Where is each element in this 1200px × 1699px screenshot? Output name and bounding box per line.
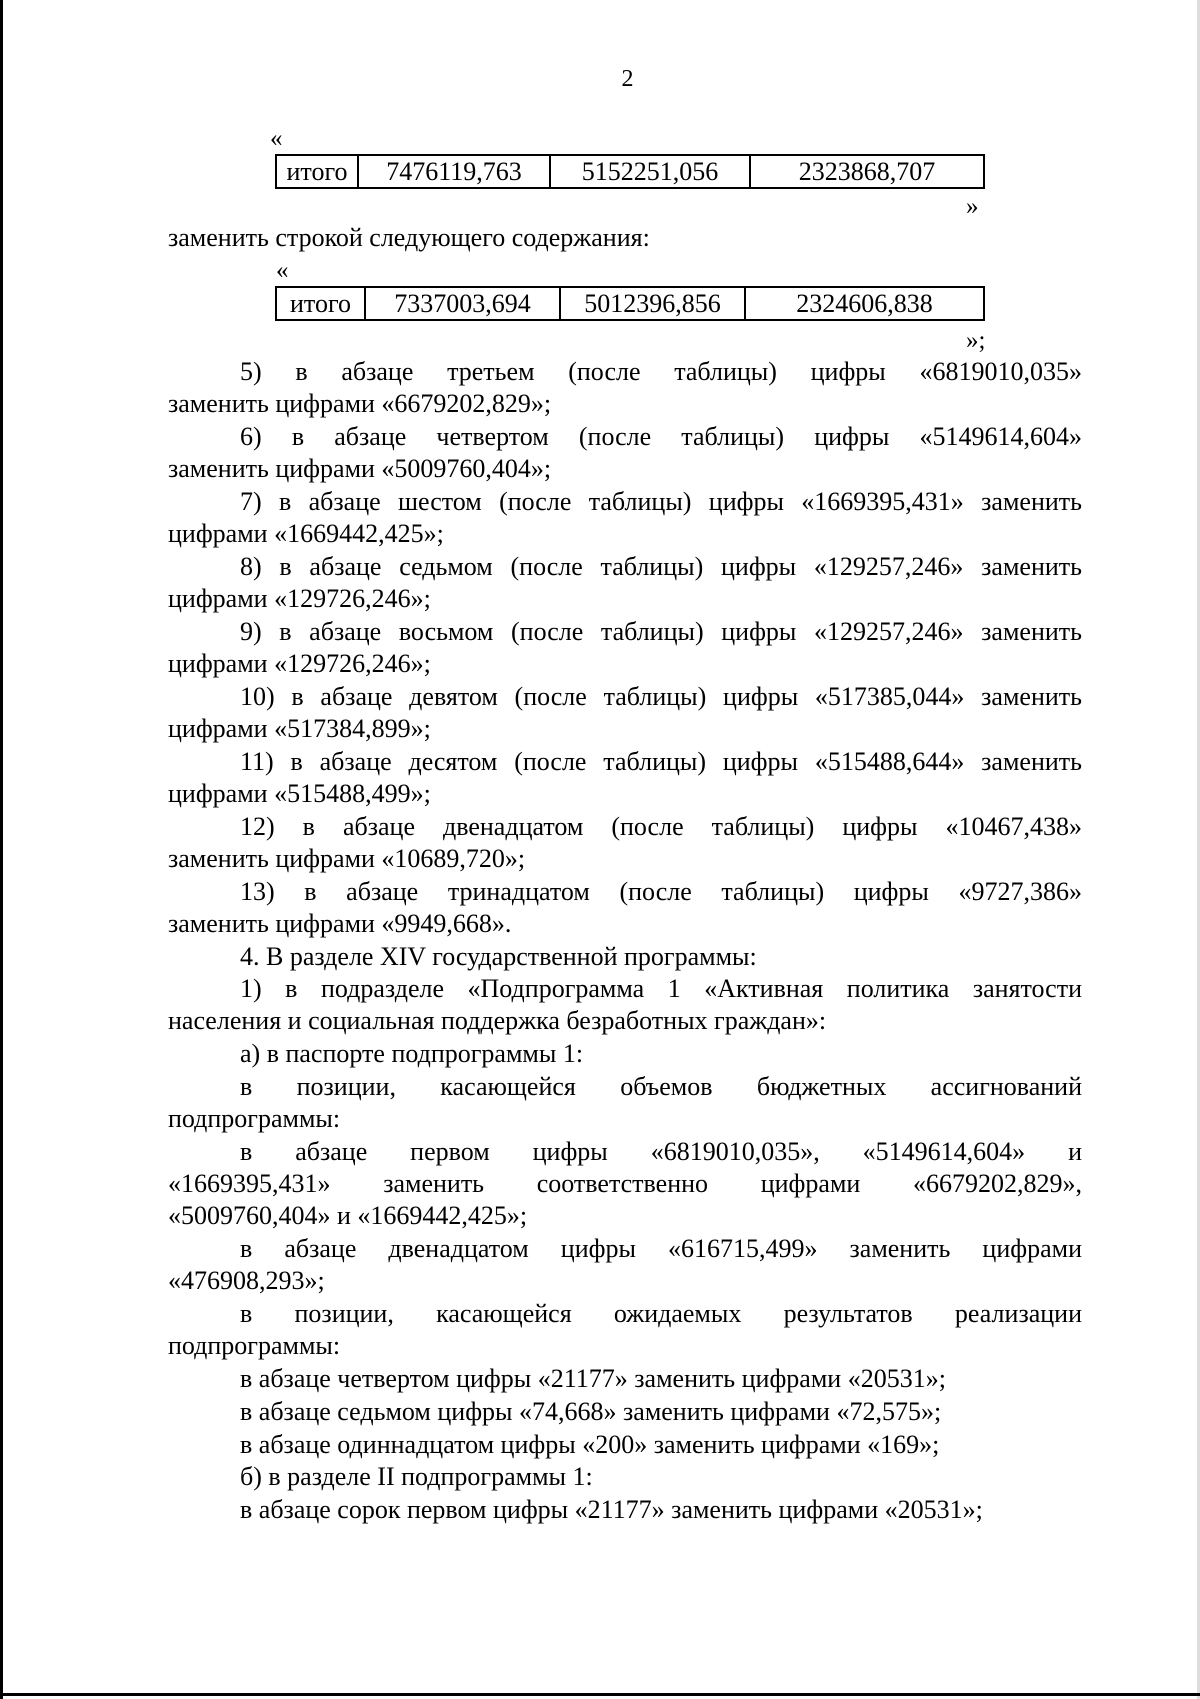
section-heading: 4. В разделе XIV государственной программы: [240,942,757,971]
paragraph [168,1396,1082,1428]
page-number: 2 [621,66,634,92]
paragraph [168,1136,1082,1168]
table-row [276,287,984,320]
paragraph-first-line: а) в паспорте подпрограммы 1: [240,1039,584,1068]
page-left-border [0,0,3,1699]
paragraph-continuation: заменить цифрами «5009760,404»; [168,454,552,483]
paragraph-first-line: в абзаце четвертом цифры «21177» заменить цифрами «20531»; [240,1364,946,1393]
paragraph [168,551,1082,615]
paragraph [168,1494,1082,1526]
table-cell: 5152251,056 [550,155,750,188]
table-new [275,286,985,321]
paragraph-first-line: б) в разделе II подпрограммы 1: [240,1462,593,1491]
table-old [275,154,985,189]
paragraph [168,1233,1082,1297]
table-row [276,155,984,188]
paragraph [168,616,1082,680]
paragraph-continuation: заменить цифрами «9949,668». [168,909,512,938]
paragraph [168,356,1082,420]
paragraph-first-line: 8) в абзаце седьмом (после таблицы) цифры «129257,246» заменить [240,552,1082,581]
paragraph-continuation: цифрами «129726,246»; [168,584,431,613]
paragraph [168,876,1082,940]
paragraph-first-line: 12) в абзаце двенадцатом (после таблицы) цифры «10467,438» [240,812,1082,841]
paragraph-first-line: в абзаце сорок первом цифры «21177» заменить цифрами «20531»; [240,1495,983,1524]
paragraph [168,681,1082,745]
paragraph-first-line: в абзаце одиннадцатом цифры «200» заменить цифрами «169»; [240,1430,940,1459]
table-cell: 7337003,694 [365,287,560,320]
table-cell: 7476119,763 [358,155,550,188]
paragraph-continuation: подпрограммы: [168,1331,341,1360]
paragraph-first-line: в позиции, касающейся ожидаемых результатов реализации [240,1299,1082,1328]
paragraph [168,421,1082,485]
paragraph-first-line: 13) в абзаце тринадцатом (после таблицы) цифры «9727,386» [240,877,1082,906]
paragraph-continuation: «476908,293»; [168,1266,325,1295]
paragraph-first-line: 11) в абзаце десятом (после таблицы) цифры «515488,644» заменить [240,747,1082,776]
paragraph [168,1071,1082,1135]
paragraph [168,1429,1082,1461]
table-cell: итого [276,155,358,188]
paragraph-first-line: 1) в подразделе «Подпрограмма 1 «Активная политика занятости [240,974,1082,1003]
table-old-close-quote: » [966,193,979,220]
paragraph-continuation: населения и социальная поддержка безработных граждан»: [168,1006,827,1035]
table-cell: 2324606,838 [745,287,984,320]
paragraph-continuation: подпрограммы: [168,1104,341,1133]
paragraph-continuation: цифрами «1669442,425»; [168,519,444,548]
paragraph [168,973,1082,1037]
table-new-close-quote: »; [966,327,986,354]
table-cell: итого [276,287,365,320]
paragraph [168,1461,1082,1493]
paragraph [168,1298,1082,1362]
paragraph-continuation: цифрами «515488,499»; [168,779,431,808]
paragraph-first-line: в абзаце двенадцатом цифры «616715,499» заменить цифрами [240,1234,1082,1263]
paragraph-first-line: 6) в абзаце четвертом (после таблицы) цифры «5149614,604» [240,422,1082,451]
table-cell: 2323868,707 [750,155,984,188]
paragraph [168,1168,1082,1232]
paragraph-continuation: «5009760,404» и «1669442,425»; [168,1201,528,1230]
paragraph-line: «1669395,431» заменить соответственно цифрами «6679202,829», [168,1169,1082,1198]
paragraph [168,746,1082,810]
paragraph-first-line: 7) в абзаце шестом (после таблицы) цифры «1669395,431» заменить [240,487,1082,516]
table-new-open-quote: « [276,257,289,284]
paragraph-first-line: 5) в абзаце третьем (после таблицы) цифры «6819010,035» [240,357,1082,386]
paragraph-continuation: заменить цифрами «6679202,829»; [168,389,552,418]
paragraph-first-line: в абзаце первом цифры «6819010,035», «5149614,604» и [240,1137,1082,1166]
paragraph-continuation: цифрами «129726,246»; [168,649,431,678]
table-old-open-quote: « [270,125,283,152]
paragraph [168,811,1082,875]
paragraph-first-line: 9) в абзаце восьмом (после таблицы) цифры «129257,246» заменить [240,617,1082,646]
paragraph-first-line: 10) в абзаце девятом (после таблицы) цифры «517385,044» заменить [240,682,1082,711]
paragraph-continuation: цифрами «517384,899»; [168,714,431,743]
paragraph-continuation: заменить цифрами «10689,720»; [168,844,526,873]
paragraph [168,1038,1082,1070]
paragraph [168,941,1082,973]
paragraph-first-line: в абзаце седьмом цифры «74,668» заменить цифрами «72,575»; [240,1397,942,1426]
paragraph-first-line: в позиции, касающейся объемов бюджетных ассигнований [240,1072,1082,1101]
paragraph [168,1363,1082,1395]
page-bottom-border [0,1693,1200,1696]
table-cell: 5012396,856 [560,287,745,320]
replace-intro: заменить строкой следующего содержания: [168,223,650,252]
paragraph [168,486,1082,550]
